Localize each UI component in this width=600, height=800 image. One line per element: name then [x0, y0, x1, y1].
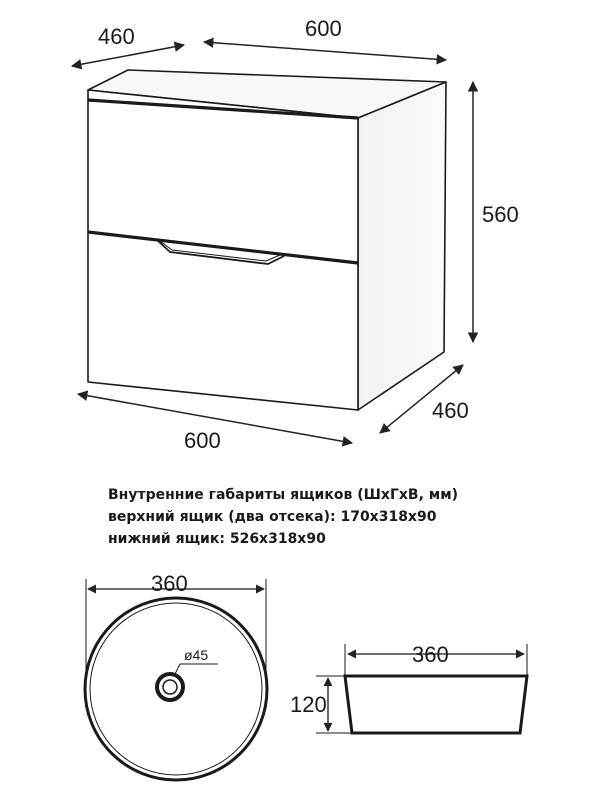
bottom-width-label: 600: [184, 428, 221, 453]
notes-top-drawer: верхний ящик (два отсека): 170х318х90: [108, 509, 437, 525]
basin-top-view: [85, 579, 267, 780]
drain-outer: [157, 674, 183, 700]
top-depth-label: 460: [98, 24, 135, 49]
notes-title: Внутренние габариты ящиков (ШхГхВ, мм): [108, 487, 459, 503]
cabinet-front: [88, 90, 358, 410]
basin-top-diameter-label: 360: [151, 571, 188, 596]
basin-side-width-label: 360: [412, 642, 449, 667]
top-width-arrow: [204, 42, 446, 60]
height-label: 560: [482, 202, 519, 227]
basin-side-height-label: 120: [290, 692, 327, 717]
top-width-label: 600: [305, 16, 342, 41]
bottom-depth-label: 460: [432, 398, 469, 423]
drain-diameter-label: ø45: [184, 647, 209, 663]
notes-bottom-drawer: нижний ящик: 526х318х90: [108, 531, 326, 547]
basin-profile: [345, 676, 527, 733]
cabinet: [88, 70, 446, 410]
drawer-dimensions-notes: [108, 484, 458, 550]
cabinet-side: [358, 82, 446, 410]
drain-inner: [163, 680, 177, 694]
